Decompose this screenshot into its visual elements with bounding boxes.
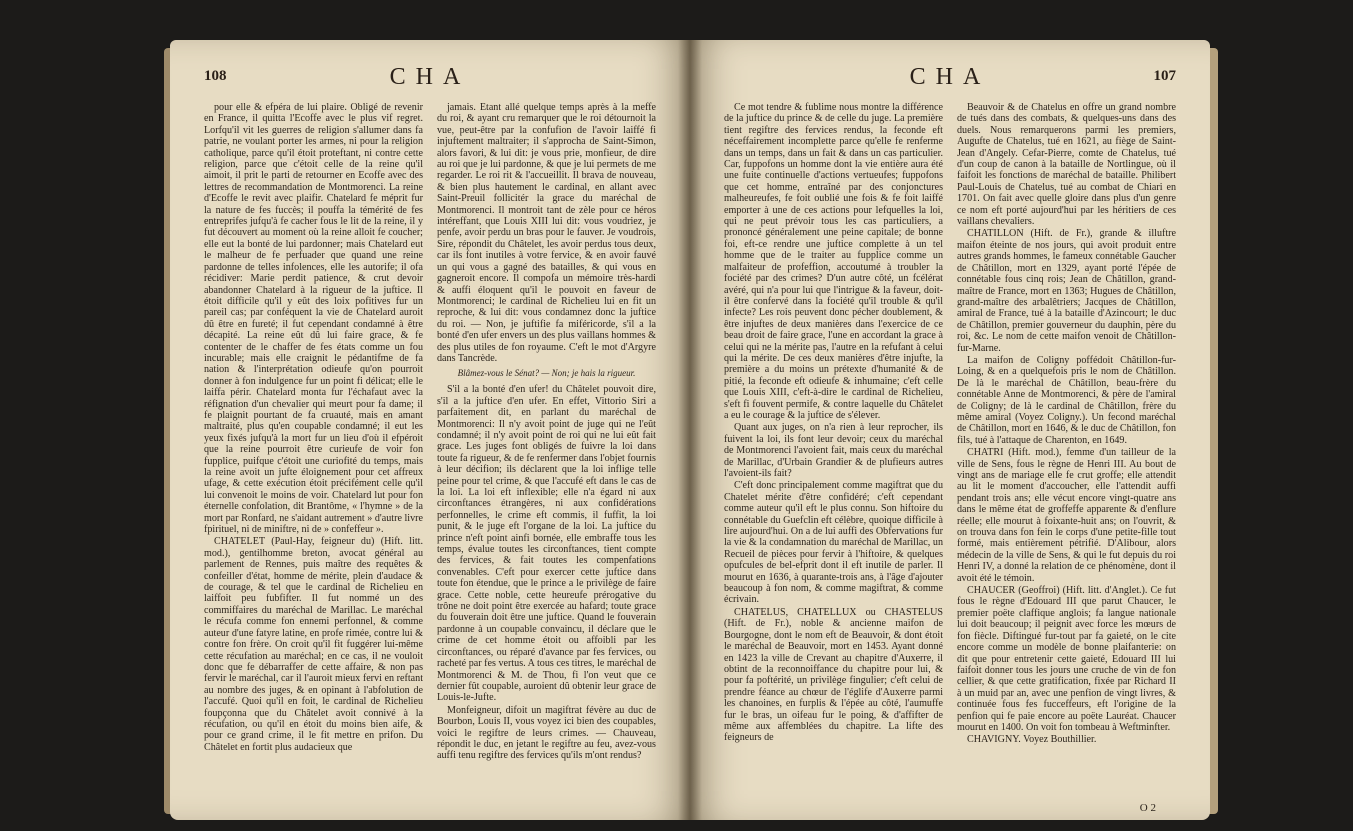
left-running-head: CHA	[389, 64, 471, 90]
left-page	[170, 40, 690, 820]
book-gutter	[678, 40, 702, 820]
paragraph: Monfeigneur, difoit un magiftrat févère au duc de Bourbon, Louis II, vous voyez ici bien des coupables, voici le regiftre de leurs crimes. — Chauveau, répondit le duc, en jetant le regiftre au feu, avez-vous auffi tenu regiftre des fervices qu'ils m'ont rendus?	[437, 704, 656, 762]
right-page-header	[724, 64, 1176, 94]
paragraph: C'eft donc principalement comme magiftrat que du Chatelet mérite d'être confidéré; c'eft cependant comme auteur qu'il eft le plus connu. Son hiftoire du connétable du Guefclin eft célèbre, quoique difficile à lire aujourd'hui. On a de lui auffi des Obfervations fur la vie & la condamnation du maréchal de Marillac, un Recueil de pièces pour fervir à l'hiftoire, & quelques opufcules de bel-efprit dont il eft inutile de parler. Il mourut en 1636, à quarante-trois ans, à l'âge d'ajouter beaucoup à fon nom, & comme magiftrat, & comme écrivain.	[724, 480, 943, 606]
paragraph: CHATILLON (Hift. de Fr.), grande & illuftre maifon éteinte de nos jours, qui avoit produit entre autres grands hommes, le fameux connétable Gaucher de Châtillon, mort en 1329, ayant porté l'épée de connétable fous cinq rois; Jean de Châtillon, grand-maître de France, mort en 1363; Hugues de Châtillon, grand-maître des arbalêtriers; Jacques de Châtillon, amiral de France, tué à la bataille d'Azincourt; le duc de Châtillon, premier gouverneur du dauphin, père du roi, &c. Le nom de cette maifon venoit de Châtillon-fur-Marne.	[957, 228, 1176, 354]
paragraph: La maifon de Coligny poffédoit Châtillon-fur-Loing, & en a quelquefois pris le nom de Châtillon. De là le maréchal de Châtillon, beau-frère du connétable Anne de Montmorenci, & père de l'amiral de Coligny; de là le cardinal de Châtillon, frère du même amiral (Voyez Coligny.). Un fecond maréchal de Châtillon, mort en 1646, & le duc de Châtillon, fon fils, tué à l'attaque de Charenton, en 1649.	[957, 354, 1176, 446]
left-page-header	[204, 64, 656, 94]
right-page	[690, 40, 1210, 820]
paragraph: CHAUCER (Geoffroi) (Hift. litt. d'Anglet.). Ce fut fous le règne d'Edouard III que parut Chaucer, le premier poëte claffique anglois; fa langue nationale lui doit beaucoup; il peignit avec force les mœurs de fon fiècle. Diftingué fur-tout par fa gaieté, on le cite encore comme un modèle de bonne plaifanterie: on dit que pour entretenir cette gaieté, Edouard III lui faifoit donner tous les jours une cruche de vin de fon cellier, & que cette gratification, fixée par Richard II à un muid par an, avec une penfion de vingt livres, & continuée fous fes fucceffeurs, eft l'origine de la penfion qui fe paie encore au poëte Lauréat. Chaucer mourut en 1400. On voit fon tombeau à Weftminfter.	[957, 585, 1176, 733]
paragraph: CHAVIGNY. Voyez Bouthillier.	[967, 734, 1097, 746]
paragraph: jamais. Etant allé quelque temps après à la meffe du roi, & ayant cru remarquer que le roi détournoit la vue, peut-être par la confufion de l'avoir laiffé fi injuftement maltraiter; il s'approcha de Saint-Simon, alors favori, & lui dit: je vous prie, monfieur, de dire au roi que je lui pardonne, & que je lui permets de me regarder. Le roi rit & l'accueillit. Il brava de nouveau, & bien plus hautement le cardinal, en allant avec Saint-Preuil follicitér la grace du maréchal de Montmorenci. Il montroit tant de zèle pour ce héros intéreffant, que Louis XIII lui dit: vous voudriez, je penfe, avoir perdu un bras pour le fauver. Je voudrois, Sire, répondit du Châtelet, les avoir perdus tous deux, car ils font inutiles à votre fervice, & en avoir fauvé un qui vous a gagné des batailles, & qui vous en gagneroit encore. Il compofa un mémoire très-hardi & auffi éloquent qu'il le pouvoit en faveur de Montmorenci; le cardinal de Richelieu lui en fit un reproche, & lui dit: vous condamnez donc la juftice du roi. — Non, je juftifie fa miféricorde, s'il a la bonté d'en ufer envers un des plus vaillans hommes & des plus utiles de fon royaume. C'eft le mot d'Argyre dans Tancrède.	[437, 102, 656, 364]
paragraph: pour elle & efpéra de lui plaire. Obligé de revenir en France, il quitta l'Ecoffe avec le plus vif regret. Lorfqu'il vit les guerres de religion s'allumer dans fa patrie, ne voulant porter les armes, ni pour la religion catholique, parce qu'il étoit proteftant, ni contre cette religion, parce que c'étoit celle de la reine qu'il aimoit, il prit le parti de retourner en Ecoffe avec des lettres de recommandation de Montmorenci. La reine d'Ecoffe le revit avec plaifir. Chatelard fe méprit fur la nature de fes fuccès; il pouffa la témérité de fes entreprifes jufqu'à fe cacher fous le lit de la reine, il y fut découvert au moment où la reine alloit fe coucher; elle eut la bonté de lui pardonner; mais Chatelard eut le malheur de fe perfuader que quand une reine pardonne de telles infolences, elle les autorife; il ofa récidiver: Marie perdit patience, & crut devoir abandonner Chatelard à la rigueur de la juftice. Il étoit difficile qu'il y eût des loix pofitives fur un pareil cas; par conféquent la vie de Chatelard auroit dû être en fureté; il fut cependant condamné à être décapité. La reine eût dû lui faire grace, & fe contenter de le chaffer de fes états comme un fou incurable; mais elle craignit le pédantifme de fa nation & l'interprétation odieufe qu'on pourroit donner à fon indulgence fur un point fi délicat; elle le laiffa périr. Chatelard monta fur l'échafaut avec la réfignation d'un chevalier qui meurt pour fa dame; il fe plaignit pourtant de fa cruauté, mais en amant maltraité, plus qu'en coupable condamné; il eut les yeux fixés jufqu'à la mort fur un lieu d'où il efpéroit que la reine pourroit être curieufe de voir fon fupplice, puifque c'étoit une curiofité du temps, mais la reine avoit un jufte éloignement pour cet affreux ufage, & cette exécution étoit précifément celle qu'il lui convenoit le moins de voir. Chatelard lut pour fon éternelle confolation, dit Brantôme, « l'hymne » de la mort par Ronfard, ne s'aidant autrement » d'autre livre fpirituel, ni de miniftre, ni de » confeffeur ».	[204, 102, 423, 536]
left-page-number: 108	[204, 68, 227, 84]
paragraph: Beauvoir & de Chatelus en offre un grand nombre de tués dans des combats, & quelques-uns dans des duels. Nous remarquerons parmi les premiers, Augufte de Chatelus, tué en 1621, au fiège de Saint-Jean d'Angely. Cefar-Pierre, comte de Chatelus, tué d'un coup de canon à la bataille de Nortlingue, où il faifoit les fonctions de maréchal de bataille. Philibert Paul-Louis de Chatelus, tué au combat de Chiari en 1701. On fait avec quelle gloire dans plus d'un genre ce nom eft porté aujourd'hui par les héritiers de ces vaillans chevaliers.	[957, 102, 1176, 228]
open-book	[170, 40, 1210, 820]
paragraph: Quant aux juges, on n'a rien à leur reprocher, ils fuivent la loi, ils font leur devoir; ceux du maréchal de Montmorenci l'avoient fait, mais ceux du maréchal de Marillac, d'Urbain Grandier & de plufieurs autres l'avoient-ils fait?	[724, 422, 943, 479]
right-page-number: 107	[1153, 68, 1176, 84]
left-column-1	[204, 102, 423, 802]
right-column-1	[724, 102, 943, 802]
right-column-2	[957, 102, 1176, 802]
paragraph: CHATELUS, CHATELLUX ou CHASTELUS (Hift. de Fr.), noble & ancienne maifon de Bourgogne, dont le nom eft de Beauvoir, & dont étoit le maréchal de Beauvoir, mort en 1453. Ayant donné en 1423 la ville de Crevant au chapitre d'Auxerre, il obtint de la reconnoiffance du chapitre pour lui, & pour fa poftérité, un privilège fingulier; c'eft celui de prendre féance au chœur de l'églife d'Auxerre parmi les chanoines, en furplis & l'épée au côté, l'aumuffe fur le bras, un oifeau fur le poing, & d'affifter de même aux affemblées du chapitre. La lifte des feigneurs de	[724, 606, 943, 744]
right-page-columns	[724, 102, 1176, 802]
verse-quote: Blâmez-vous le Sénat? — Non; je hais la rigueur.	[457, 368, 636, 379]
paragraph: Ce mot tendre & fublime nous montre la différence de la juftice du prince & de celle du juge. La première tient regiftre des fervices rendus, la feconde eft néceffairement incomplette parce qu'elle fe renferme dans un temps, dans un fait & dans un cas particulier. Car, fuppofons un homme dont la vie entière aura été une fuite continuelle d'actions vertueufes; fuppofons que cet homme, entraîné par des conjonctures malheureufes, fe foit oublié une fois & fe foit laiffé emporter à une de ces actions pour lefquelles la loi, qui ne peut prévoir tous les cas particuliers, a prononcé généralement une peine capitale; de bonne foi, eft-ce rendre une juftice complette à un tel homme que de le traiter au fupplice comme un malfaiteur de profeffion, accoutumé à troubler la fociété par des crimes? D'un autre côté, un fcélérat avéré, qui n'a pour lui que l'intrigue & la faveur, doit-il être confervé dans la fociété qu'il trouble & qu'il infecte? Les rois peuvent donc pécher doublement, & être injuftes de deux manières dans l'exercice de ce beau droit de faire grace, l'une en accordant la grace à celui qui ne la mérite pas, l'autre en la refufant à celui qui la mérite. De ces deux manières d'être injufte, la première a du moins un prétexte d'humanité & de pitié, la feconde eft odieufe & inhumaine; c'eft celle que Louis XIII, c'eft-à-dire le cardinal de Richelieu, s'eft fi fouvent permife, & contre laquelle du Châtelet a eu le courage & la juftice de s'élever.	[724, 102, 943, 421]
paragraph: S'il a la bonté d'en ufer! du Châtelet pouvoit dire, s'il a la juftice d'en ufer. En effet, Vittorio Siri a parfaitement dit, en parlant du maréchal de Montmorenci: Il n'y avoit point de juge qui ne l'eût condamné; il n'y avoit point de roi qui ne lui eût fait grace. Les juges font obligés de fuivre la loi dans toute fa rigueur, & de fe renfermer dans l'objet fournis à leur décifion; ils déclarent que la loi inflige telle peine pour tel crime, & que l'accufé eft dans le cas de la loi. La loi eft inflexible; elle n'a égard ni aux circonftances étrangères, ni aux confidérations perfonnelles, le crime eft commis, il fuffit, la loi punit, & le juge eft l'organe de la loi. La juftice du prince n'eft point ainfi bornée, elle embraffe tous les temps, évalue toutes les circonftances, tient compte des fervices, & fait toutes les compenfations convenables. C'eft pour exercer cette juftice dans toute fon étendue, que le prince a le privilège de faire grace. Cette noble, cette heureufe prérogative du trône ne doit point être exercée au hafard; toute grace du fouverain doit être une juftice. Quand le fouverain pardonne à un coupable convaincu, il déclare que le crime de cet homme étoit ou affoibli par les circonftances, ou réparé d'avance par fes fervices, ou racheté par fes vertus. A tous ces titres, le maréchal de Montmorenci & M. de Thou, fi l'on veut que ce dernier fût coupable, auroient dû obtenir leur grace de Louis-le-Jufte.	[437, 384, 656, 704]
left-page-columns	[204, 102, 656, 802]
paragraph: CHATELET (Paul-Hay, feigneur du) (Hift. litt. mod.), gentilhomme breton, avocat général au parlement de Rennes, puis maître des requêtes & confeiller d'état, homme de mérite, plein d'audace & de courage, & tel que le cardinal de Richelieu en laiffoit peu fubfifter. Il fut nommé un des commiffaires du maréchal de Marillac. Le maréchal le récufa comme fon ennemi perfonnel, & comme auteur d'une fatyre latine, en profe rimée, contre lui & contre fon frère. On croit qu'il fit fuggérer lui-même cette récufation au maréchal; en ce cas, il ne vouloit donc que fe débarraffer de cette affaire, & non pas fervir le maréchal, car il l'auroit mieux fervi en reftant au nombre des juges, & en opinant à l'abfolution de l'accufé. Quoi qu'il en foit, le cardinal de Richelieu foupçonna que du Châtelet avoit connivé à la récufation, ou qu'il en étoit du moins bien aife, & pour ce grand crime, il le fit mettre en prifon. Du Châtelet en fortit plus audacieux que	[204, 536, 423, 753]
right-running-head: CHA	[909, 64, 991, 90]
paragraph: CHATRI (Hift. mod.), femme d'un tailleur de la ville de Sens, fous le règne de Henri III. Au bout de vingt ans de mariage elle fe crut groffe; elle attendit au lit le moment d'accoucher, elle l'attendit auffi pendant trois ans; elle vécut encore vingt-quatre ans dans le même état de groffeffe apparente & d'enflure réelle; elle mourut à foixante-huit ans; on l'ouvrit, & on trouva dans fon fein le corps d'une petite-fille tout formé, mais entièrement pétrifié. D'Alibour, alors médecin de la ville de Sens, & qui le fut depuis du roi Henri IV, a donné la relation de ce phénomène, dont il avoit été le témoin.	[957, 447, 1176, 584]
folio-signature: O 2	[1139, 802, 1156, 814]
left-column-2	[437, 102, 656, 802]
